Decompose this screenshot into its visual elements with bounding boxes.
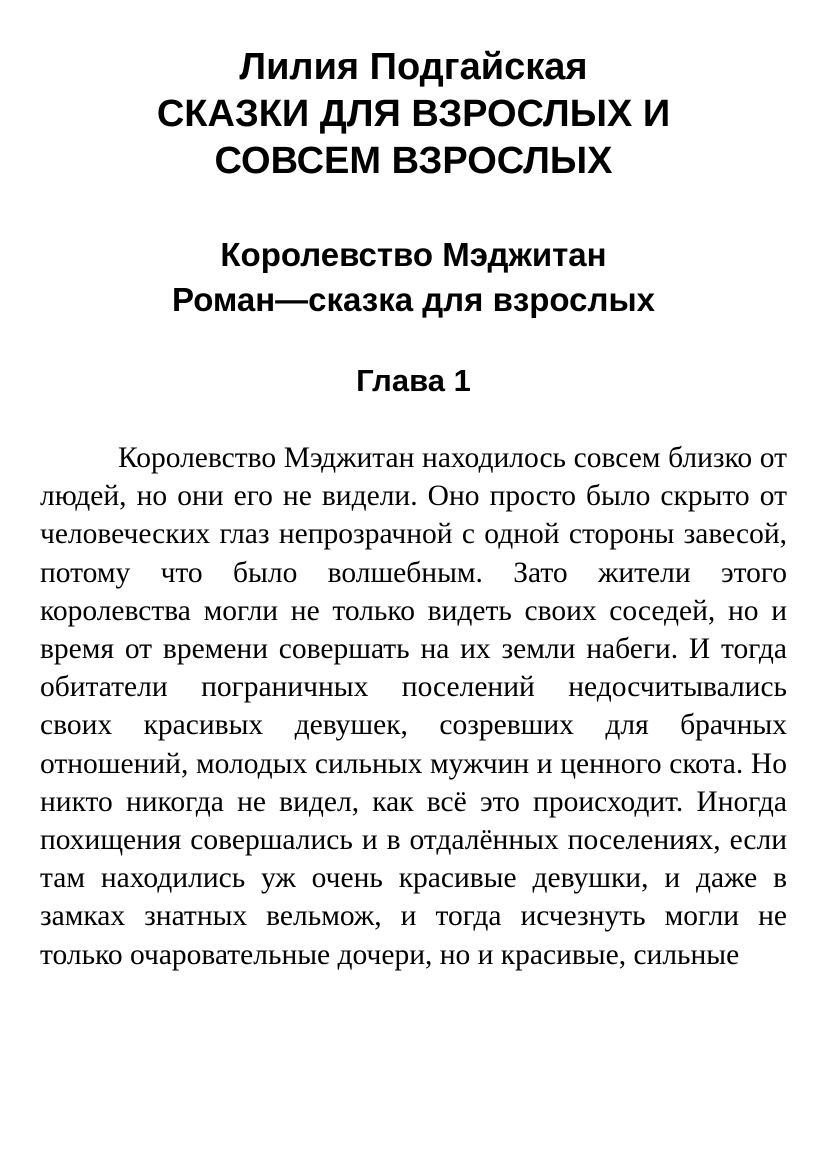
author-name: Лилия Подгайская: [239, 46, 588, 88]
title-block: [40, 44, 787, 185]
body-paragraph: Королевство Мэджитан находилось совсем близко от людей, но они его не видели. Оно просто было скрыто от человеческих глаз непрозрачной с одной стороны завесой, потому что было волшебным. Зато жители этого королевства могли не только видеть своих соседей, но и время от времени совершать на их земли набеги. И тогда обитатели пограничных поселений недосчитывались своих красивых девушек, созревших для брачных отношений, молодых сильных мужчин и ценного скота. Но никто никогда не видел, как всё это происходит. Иногда похищения совершались и в отдалённых поселениях, если там находились уж очень красивые девушки, и даже в замках знатных вельмож, и тогда исчезнуть могли не только очаровательные дочери, но и красивые, сильные: [40, 442, 787, 971]
subtitle-block: [40, 232, 787, 322]
book-title-line-1: СКАЗКИ ДЛЯ ВЗРОСЛЫХ И: [156, 93, 671, 135]
novel-title: Королевство Мэджитан: [220, 236, 607, 273]
book-title-line-2: СОВСЕМ ВЗРОСЛЫХ: [214, 140, 613, 182]
chapter-heading: Глава 1: [356, 363, 471, 398]
novel-genre: Роман—сказка для взрослых: [172, 281, 655, 318]
